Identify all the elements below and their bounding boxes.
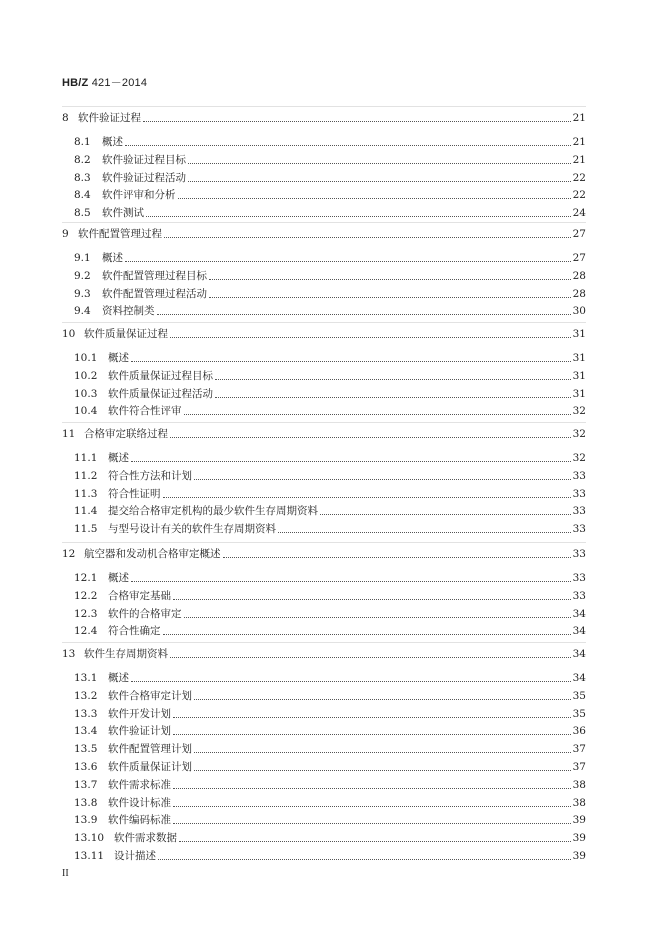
toc-entry-page: 38: [572, 796, 586, 809]
toc-dot-leader: [209, 296, 571, 298]
toc-entry-page: 33: [572, 505, 586, 518]
toc-entry-title: 软件配置管理过程目标: [102, 269, 207, 282]
toc-dot-leader: [320, 513, 571, 515]
toc-entry-number: 12.1: [74, 572, 98, 584]
toc-subsection-row[interactable]: [74, 187, 586, 203]
toc-entry-title: 软件质量保证过程: [84, 328, 168, 340]
toc-subsection-row[interactable]: [74, 486, 586, 502]
toc-entry-number: 12.3: [74, 607, 98, 620]
toc-subsection-row[interactable]: [74, 570, 586, 586]
toc-entry-title: 概述: [108, 452, 129, 464]
toc-entry-title: 软件需求标准: [108, 778, 171, 791]
toc-entry-page: 22: [572, 171, 586, 184]
toc-dot-leader: [131, 680, 571, 682]
toc-entry-page: 27: [572, 252, 586, 264]
toc-dot-leader: [163, 633, 572, 635]
toc-section-row[interactable]: [62, 426, 586, 442]
toc-entry-page: 39: [572, 850, 586, 862]
toc-entry-number: 8: [62, 112, 69, 124]
toc-entry-page: 33: [572, 572, 586, 584]
toc-subsection-row[interactable]: [74, 795, 586, 811]
toc-entry-title: 软件开发计划: [108, 707, 171, 720]
toc-entry-page: 21: [572, 112, 586, 124]
toc-entry-title: 概述: [108, 672, 129, 684]
toc-entry-number: 12.4: [74, 625, 98, 638]
toc-subsection-row[interactable]: [74, 403, 586, 419]
toc-subsection-row[interactable]: [74, 152, 586, 168]
toc-subsection-row[interactable]: [74, 286, 586, 302]
toc-entry-number: 11.4: [74, 505, 98, 518]
toc-dot-leader: [184, 413, 572, 415]
toc-dot-leader: [194, 698, 571, 700]
toc-dot-leader: [188, 180, 571, 182]
toc-dot-leader: [131, 460, 571, 462]
toc-subsection-row[interactable]: [74, 830, 586, 846]
toc-entry-number: 11: [62, 428, 76, 440]
toc-entry-page: 35: [572, 689, 586, 702]
section-divider: [62, 642, 586, 643]
toc-entry-page: 22: [572, 189, 586, 202]
toc-subsection-row[interactable]: [74, 250, 586, 266]
toc-dot-leader: [164, 236, 571, 238]
section-divider: [62, 106, 586, 107]
section-divider: [62, 222, 586, 223]
toc-subsection-row[interactable]: [74, 468, 586, 484]
section-divider: [62, 422, 586, 423]
toc-dot-leader: [173, 716, 571, 718]
toc-dot-leader: [131, 360, 571, 362]
document-header: [62, 74, 147, 90]
toc-entry-number: 8.1: [74, 136, 91, 148]
toc-subsection-row[interactable]: [74, 368, 586, 384]
toc-entry-title: 概述: [102, 252, 123, 264]
toc-entry-title: 软件需求数据: [114, 832, 177, 845]
toc-entry-page: 28: [572, 269, 586, 282]
toc-dot-leader: [194, 478, 571, 480]
toc-dot-leader: [278, 531, 571, 533]
toc-subsection-row[interactable]: [74, 521, 586, 537]
toc-entry-title: 航空器和发动机合格审定概述: [84, 548, 221, 560]
toc-dot-leader: [178, 197, 572, 199]
toc-dot-leader: [146, 215, 571, 217]
toc-dot-leader: [170, 656, 571, 658]
toc-dot-leader: [215, 396, 571, 398]
toc-dot-leader: [179, 840, 571, 842]
toc-entry-title: 软件质量保证过程活动: [108, 387, 213, 400]
toc-entry-number: 11.2: [74, 469, 98, 482]
toc-entry-number: 13.8: [74, 796, 98, 809]
toc-entry-number: 11.3: [74, 487, 98, 500]
toc-entry-number: 12: [62, 548, 76, 560]
toc-entry-title: 符合性方法和计划: [108, 469, 192, 482]
toc-entry-title: 提交给合格审定机构的最少软件生存周期资料: [108, 505, 318, 518]
toc-entry-page: 33: [572, 523, 586, 536]
toc-entry-number: 9: [62, 228, 69, 240]
toc-subsection-row[interactable]: [74, 303, 586, 319]
section-divider: [62, 322, 586, 323]
toc-entry-number: 9.4: [74, 305, 91, 318]
toc-entry-title: 软件配置管理过程活动: [102, 287, 207, 300]
toc-dot-leader: [194, 751, 571, 753]
section-divider: [62, 542, 586, 543]
toc-subsection-row[interactable]: [74, 723, 586, 739]
toc-entry-title: 软件验证过程目标: [102, 153, 186, 166]
toc-entry-title: 软件验证过程活动: [102, 171, 186, 184]
toc-subsection-row[interactable]: [74, 777, 586, 793]
toc-entry-title: 概述: [102, 136, 123, 148]
toc-entry-page: 39: [572, 814, 586, 827]
toc-dot-leader: [125, 260, 571, 262]
toc-entry-page: 28: [572, 287, 586, 300]
toc-dot-leader: [170, 336, 571, 338]
toc-entry-page: 30: [572, 305, 586, 318]
toc-subsection-row[interactable]: [74, 588, 586, 604]
toc-entry-title: 合格审定联络过程: [84, 428, 168, 440]
toc-entry-title: 软件测试: [102, 207, 144, 220]
toc-dot-leader: [188, 162, 571, 164]
toc-entry-title: 软件配置管理计划: [108, 743, 192, 756]
toc-entry-number: 13.6: [74, 761, 98, 773]
toc-entry-page: 32: [572, 428, 586, 440]
toc-entry-number: 13.10: [74, 832, 105, 845]
toc-entry-number: 13.5: [74, 743, 98, 756]
toc-entry-number: 8.3: [74, 171, 91, 184]
toc-entry-title: 软件验证过程: [78, 112, 141, 124]
toc-dot-leader: [131, 580, 571, 582]
toc-entry-page: 33: [572, 487, 586, 500]
toc-entry-page: 31: [572, 369, 586, 382]
toc-entry-page: 31: [572, 352, 586, 364]
toc-section-row[interactable]: [62, 326, 586, 342]
toc-subsection-row[interactable]: [74, 759, 586, 775]
toc-subsection-row[interactable]: [74, 350, 586, 366]
toc-entry-title: 与型号设计有关的软件生存周期资料: [108, 523, 276, 536]
toc-subsection-row[interactable]: [74, 170, 586, 186]
toc-subsection-row[interactable]: [74, 606, 586, 622]
toc-dot-leader: [173, 805, 571, 807]
toc-entry-title: 软件质量保证计划: [108, 761, 192, 773]
toc-subsection-row[interactable]: [74, 848, 586, 864]
toc-section-row[interactable]: [62, 226, 586, 242]
toc-entry-number: 8.5: [74, 207, 91, 220]
toc-dot-leader: [173, 787, 571, 789]
toc-entry-title: 概述: [108, 572, 129, 584]
toc-subsection-row[interactable]: [74, 741, 586, 757]
toc-entry-page: 33: [572, 469, 586, 482]
toc-entry-title: 软件验证计划: [108, 725, 171, 738]
toc-entry-page: 21: [572, 136, 586, 148]
toc-section-row[interactable]: [62, 646, 586, 662]
toc-entry-title: 概述: [108, 352, 129, 364]
toc-dot-leader: [163, 496, 572, 498]
toc-subsection-row[interactable]: [74, 134, 586, 150]
toc-entry-number: 11.5: [74, 523, 98, 536]
toc-entry-number: 11.1: [74, 452, 98, 464]
toc-dot-leader: [173, 822, 571, 824]
toc-subsection-row[interactable]: [74, 670, 586, 686]
toc-entry-page: 34: [572, 648, 586, 660]
toc-subsection-row[interactable]: [74, 688, 586, 704]
toc-entry-title: 软件编码标准: [108, 814, 171, 827]
toc-entry-number: 10.3: [74, 387, 98, 400]
toc-entry-page: 38: [572, 778, 586, 791]
toc-entry-title: 软件质量保证过程目标: [108, 369, 213, 382]
toc-entry-title: 软件设计标准: [108, 796, 171, 809]
toc-subsection-row[interactable]: [74, 268, 586, 284]
toc-entry-page: 33: [572, 589, 586, 602]
toc-entry-page: 37: [572, 743, 586, 756]
toc-entry-page: 34: [572, 625, 586, 638]
toc-subsection-row[interactable]: [74, 706, 586, 722]
toc-dot-leader: [170, 436, 571, 438]
toc-subsection-row[interactable]: [74, 386, 586, 402]
toc-entry-title: 软件生存周期资料: [84, 648, 168, 660]
toc-entry-number: 9.2: [74, 269, 91, 282]
toc-dot-leader: [173, 598, 571, 600]
toc-entry-title: 软件配置管理过程: [78, 228, 162, 240]
toc-entry-title: 软件符合性评审: [108, 405, 182, 418]
toc-entry-number: 13.1: [74, 672, 98, 684]
toc-entry-page: 33: [572, 548, 586, 560]
toc-entry-page: 34: [572, 607, 586, 620]
toc-entry-title: 软件的合格审定: [108, 607, 182, 620]
toc-entry-title: 软件合格审定计划: [108, 689, 192, 702]
toc-subsection-row[interactable]: [74, 503, 586, 519]
toc-entry-number: 10.2: [74, 369, 98, 382]
toc-dot-leader: [173, 733, 571, 735]
toc-dot-leader: [143, 120, 571, 122]
toc-entry-page: 24: [572, 207, 586, 220]
toc-entry-number: 13.11: [74, 850, 105, 862]
toc-entry-page: 21: [572, 153, 586, 166]
standard-number: 421－2014: [88, 77, 148, 89]
toc-entry-number: 8.4: [74, 189, 91, 202]
toc-entry-number: 9.3: [74, 287, 91, 300]
toc-entry-page: 37: [572, 761, 586, 773]
toc-entry-title: 资料控制类: [102, 305, 155, 318]
toc-section-row[interactable]: [62, 110, 586, 126]
toc-subsection-row[interactable]: [74, 205, 586, 221]
toc-entry-number: 13.4: [74, 725, 98, 738]
toc-entry-page: 27: [572, 228, 586, 240]
toc-entry-title: 设计描述: [114, 850, 156, 862]
toc-dot-leader: [157, 313, 572, 315]
toc-subsection-row[interactable]: [74, 450, 586, 466]
toc-dot-leader: [125, 144, 571, 146]
toc-entry-number: 10: [62, 328, 76, 340]
toc-entry-title: 符合性确定: [108, 625, 161, 638]
toc-entry-page: 34: [572, 672, 586, 684]
toc-entry-number: 10.4: [74, 405, 98, 418]
toc-entry-number: 13.9: [74, 814, 98, 827]
toc-entry-page: 31: [572, 328, 586, 340]
toc-entry-title: 符合性证明: [108, 487, 161, 500]
toc-entry-number: 12.2: [74, 589, 98, 602]
toc-subsection-row[interactable]: [74, 812, 586, 828]
toc-entry-number: 13.2: [74, 689, 98, 702]
page-number: II: [62, 868, 69, 879]
toc-entry-page: 31: [572, 387, 586, 400]
toc-entry-number: 13: [62, 648, 76, 660]
toc-entry-number: 8.2: [74, 153, 91, 166]
toc-entry-number: 13.3: [74, 707, 98, 720]
toc-entry-title: 合格审定基础: [108, 589, 171, 602]
toc-dot-leader: [194, 769, 571, 771]
toc-entry-number: 13.7: [74, 778, 98, 791]
toc-entry-number: 9.1: [74, 252, 91, 264]
toc-entry-page: 36: [572, 725, 586, 738]
toc-dot-leader: [209, 278, 571, 280]
toc-dot-leader: [223, 556, 572, 558]
toc-entry-number: 10.1: [74, 352, 98, 364]
toc-dot-leader: [215, 378, 571, 380]
toc-entry-page: 32: [572, 452, 586, 464]
toc-section-row[interactable]: [62, 546, 586, 562]
toc-dot-leader: [158, 858, 571, 860]
toc-entry-page: 32: [572, 405, 586, 418]
toc-subsection-row[interactable]: [74, 623, 586, 639]
toc-dot-leader: [184, 616, 572, 618]
standard-prefix: HB/Z: [62, 77, 89, 89]
toc-entry-page: 35: [572, 707, 586, 720]
toc-entry-title: 软件评审和分析: [102, 189, 176, 202]
toc-entry-page: 39: [572, 832, 586, 845]
